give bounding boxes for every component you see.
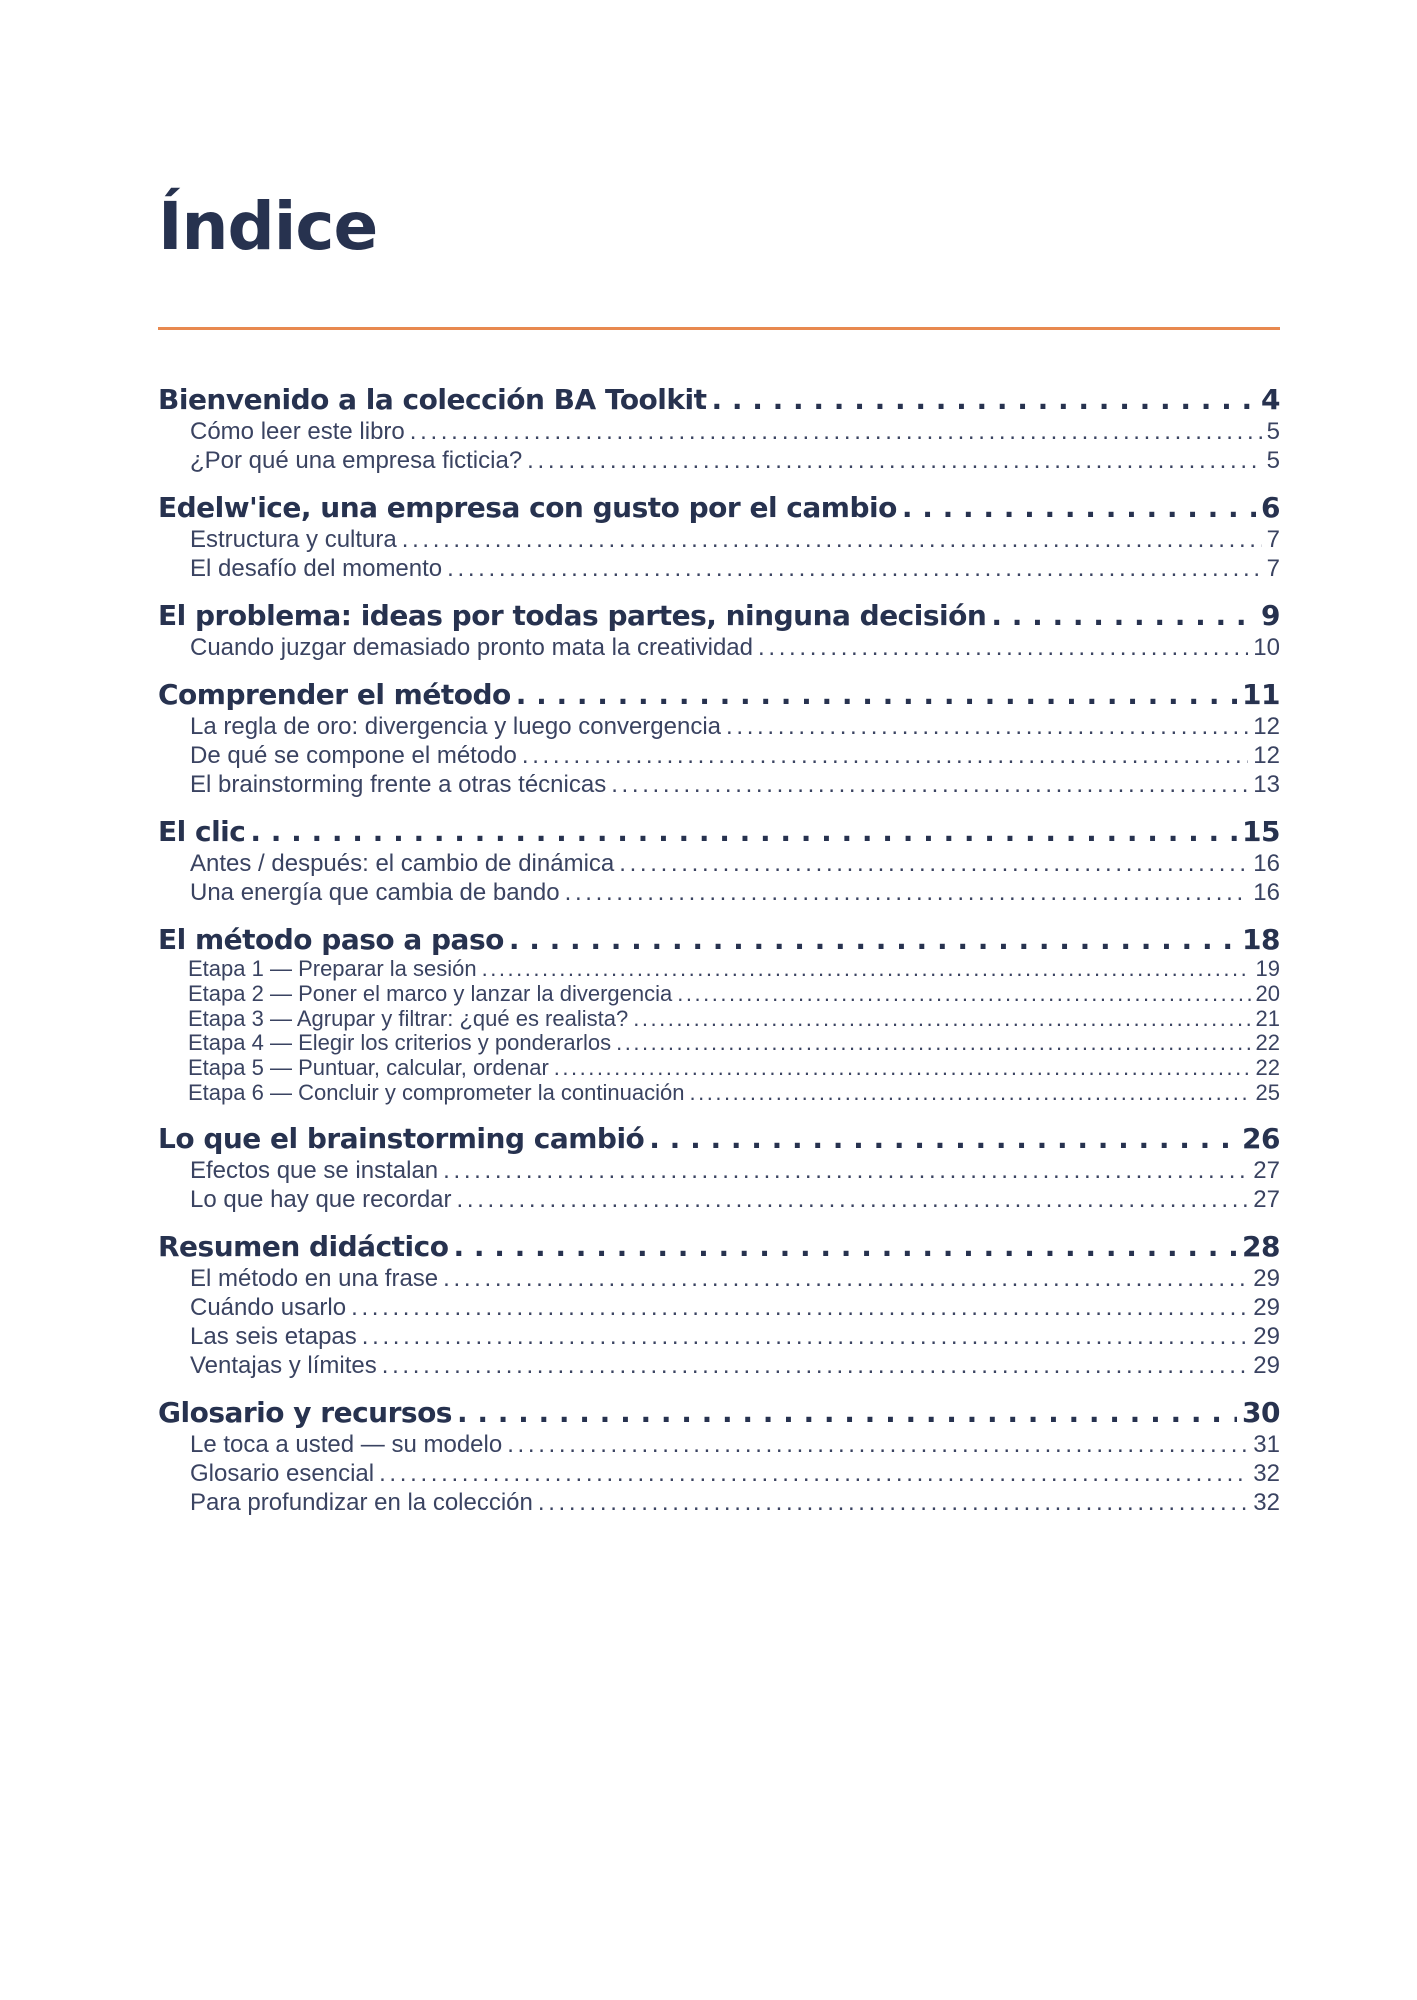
dot-leader bbox=[410, 417, 1262, 446]
toc-chapter-entry[interactable] bbox=[158, 1230, 1280, 1264]
toc-subsection-entry[interactable] bbox=[190, 525, 1280, 554]
dot-leader bbox=[689, 1081, 1250, 1106]
toc-subsection-entry-title: Etapa 4 — Elegir los criterios y ponderarlos bbox=[188, 1031, 612, 1056]
dot-leader bbox=[379, 1459, 1248, 1488]
toc-chapter-entry-title: Resumen didáctico bbox=[158, 1229, 449, 1263]
toc-subsection-entry[interactable] bbox=[190, 1322, 1280, 1351]
toc-subsection-entry[interactable] bbox=[190, 770, 1280, 799]
toc-subsection-entry-page-number: 7 bbox=[1266, 526, 1280, 553]
table-of-contents bbox=[158, 383, 1280, 1533]
toc-subsection-entry[interactable] bbox=[190, 1459, 1280, 1488]
toc-subsection-entry[interactable] bbox=[190, 446, 1280, 475]
toc-chapter-entry-page-number: 15 bbox=[1242, 815, 1280, 848]
title-divider bbox=[158, 327, 1280, 330]
toc-subsection-entry-title: De qué se compone el método bbox=[190, 742, 517, 769]
toc-chapter-entry-title: Glosario y recursos bbox=[158, 1395, 452, 1429]
toc-subsection-entry-title: Etapa 2 — Poner el marco y lanzar la divergencia bbox=[188, 981, 673, 1006]
toc-chapter-entry[interactable] bbox=[158, 1122, 1280, 1156]
toc-subsection-entry[interactable] bbox=[190, 554, 1280, 583]
dot-leader bbox=[447, 554, 1262, 583]
toc-subsection-entry-page-number: 29 bbox=[1253, 1322, 1280, 1350]
dot-leader bbox=[443, 1156, 1248, 1185]
toc-subsection-entry[interactable] bbox=[190, 741, 1280, 770]
toc-subsection-entry-title: Cuándo usarlo bbox=[190, 1293, 347, 1321]
toc-section bbox=[158, 1230, 1280, 1380]
toc-subsection-entry-page-number: 20 bbox=[1255, 981, 1280, 1006]
toc-subsection-entry[interactable] bbox=[190, 1293, 1280, 1322]
toc-subsection-entry-title: El método en una frase bbox=[190, 1264, 439, 1292]
toc-chapter-entry-page-number: 11 bbox=[1242, 678, 1280, 711]
dot-leader bbox=[454, 1230, 1238, 1264]
toc-subsection-entry[interactable] bbox=[188, 982, 1280, 1007]
toc-subsection-entry[interactable] bbox=[188, 957, 1280, 982]
toc-subsection-entry-title: Las seis etapas bbox=[190, 1322, 357, 1350]
dot-leader bbox=[457, 1396, 1237, 1430]
toc-subsection-entry-page-number: 7 bbox=[1266, 555, 1280, 582]
toc-subsection-entry[interactable] bbox=[190, 1351, 1280, 1380]
toc-subsection-entry-page-number: 29 bbox=[1253, 1351, 1280, 1379]
toc-subsection-entry-title: La regla de oro: divergencia y luego convergencia bbox=[190, 713, 722, 740]
toc-subsection-entry-title: Glosario esencial bbox=[190, 1459, 375, 1487]
toc-chapter-entry[interactable] bbox=[158, 383, 1280, 417]
toc-subsection-entry-page-number: 31 bbox=[1253, 1430, 1280, 1458]
toc-section bbox=[158, 491, 1280, 583]
toc-subsection-entry-page-number: 27 bbox=[1253, 1156, 1280, 1184]
toc-section bbox=[158, 923, 1280, 1106]
dot-leader bbox=[457, 1185, 1249, 1214]
toc-chapter-entry[interactable] bbox=[158, 1396, 1280, 1430]
toc-section bbox=[158, 1396, 1280, 1517]
dot-leader bbox=[611, 770, 1248, 799]
toc-subsection-entry-page-number: 12 bbox=[1253, 713, 1280, 740]
dot-leader bbox=[527, 446, 1261, 475]
toc-subsection-entry-title: Efectos que se instalan bbox=[190, 1156, 439, 1184]
toc-chapter-entry-title: Bienvenido a la colección BA Toolkit bbox=[158, 383, 707, 416]
toc-subsection-entry[interactable] bbox=[190, 1488, 1280, 1517]
toc-subsection-entry[interactable] bbox=[188, 1031, 1280, 1056]
toc-subsection-entry-title: Cómo leer este libro bbox=[190, 418, 405, 445]
toc-subsection-entry[interactable] bbox=[190, 878, 1280, 907]
toc-chapter-entry-page-number: 4 bbox=[1261, 383, 1280, 416]
toc-subsection-entry-page-number: 16 bbox=[1253, 879, 1280, 906]
toc-subsection-entry-title: Antes / después: el cambio de dinámica bbox=[190, 850, 615, 877]
dot-leader bbox=[509, 923, 1237, 957]
toc-subsection-entry-page-number: 29 bbox=[1253, 1264, 1280, 1292]
toc-subsection-entry-page-number: 22 bbox=[1255, 1031, 1280, 1056]
toc-subsection-entry-title: Estructura y cultura bbox=[190, 526, 397, 553]
toc-chapter-entry[interactable] bbox=[158, 599, 1280, 633]
toc-subsection-entry-title: Lo que hay que recordar bbox=[190, 1185, 452, 1213]
toc-chapter-entry-page-number: 28 bbox=[1242, 1229, 1280, 1263]
dot-leader bbox=[633, 1007, 1250, 1032]
dot-leader bbox=[712, 383, 1257, 417]
toc-subsection-entry[interactable] bbox=[190, 1185, 1280, 1214]
dot-leader bbox=[902, 491, 1256, 525]
toc-subsection-entry[interactable] bbox=[188, 1056, 1280, 1081]
dot-leader bbox=[991, 599, 1256, 633]
toc-subsection-entry-page-number: 32 bbox=[1253, 1488, 1280, 1516]
toc-subsection-entry-page-number: 25 bbox=[1255, 1080, 1280, 1105]
toc-subsection-entry-title: Le toca a usted — su modelo bbox=[190, 1430, 503, 1458]
toc-chapter-entry-title: El método paso a paso bbox=[158, 923, 504, 956]
toc-subsection-entry[interactable] bbox=[190, 1430, 1280, 1459]
dot-leader bbox=[516, 678, 1237, 712]
toc-subsection-entry-page-number: 29 bbox=[1253, 1293, 1280, 1321]
toc-subsection-entry-title: ¿Por qué una empresa ficticia? bbox=[190, 447, 523, 474]
toc-subsection-entry-page-number: 12 bbox=[1253, 742, 1280, 769]
dot-leader bbox=[565, 878, 1249, 907]
dot-leader bbox=[250, 815, 1237, 849]
dot-leader bbox=[726, 712, 1248, 741]
toc-chapter-entry-title: Lo que el brainstorming cambió bbox=[158, 1121, 645, 1155]
toc-subsection-entry[interactable] bbox=[190, 417, 1280, 446]
toc-subsection-entry-title: Etapa 5 — Puntuar, calcular, ordenar bbox=[188, 1056, 549, 1081]
page-title: Índice bbox=[158, 188, 378, 265]
toc-subsection-entry-page-number: 16 bbox=[1253, 850, 1280, 877]
toc-subsection-entry-page-number: 32 bbox=[1253, 1459, 1280, 1487]
toc-subsection-entry-title: Etapa 3 — Agrupar y filtrar: ¿qué es realista? bbox=[188, 1006, 629, 1031]
toc-chapter-entry-page-number: 6 bbox=[1261, 491, 1280, 524]
dot-leader bbox=[677, 982, 1250, 1007]
toc-subsection-entry[interactable] bbox=[188, 1081, 1280, 1106]
dot-leader bbox=[649, 1122, 1237, 1156]
dot-leader bbox=[443, 1264, 1248, 1293]
toc-chapter-entry[interactable] bbox=[158, 678, 1280, 712]
toc-section bbox=[158, 1122, 1280, 1214]
toc-subsection-entry[interactable] bbox=[190, 712, 1280, 741]
dot-leader bbox=[402, 525, 1262, 554]
dot-leader bbox=[482, 957, 1251, 982]
toc-chapter-entry-page-number: 26 bbox=[1242, 1121, 1280, 1155]
toc-chapter-entry-page-number: 9 bbox=[1261, 599, 1280, 632]
toc-subsection-entry[interactable] bbox=[190, 1156, 1280, 1185]
toc-chapter-entry[interactable] bbox=[158, 815, 1280, 849]
dot-leader bbox=[616, 1031, 1250, 1056]
toc-subsection-entry[interactable] bbox=[190, 633, 1280, 662]
toc-section bbox=[158, 815, 1280, 907]
toc-subsection-entry-page-number: 5 bbox=[1266, 418, 1280, 445]
toc-subsection-entry-page-number: 22 bbox=[1255, 1056, 1280, 1081]
toc-chapter-entry-title: El clic bbox=[158, 815, 246, 848]
toc-subsection-entry-title: Etapa 1 — Preparar la sesión bbox=[188, 957, 477, 981]
toc-subsection-entry[interactable] bbox=[190, 849, 1280, 878]
toc-subsection-entry-title: El brainstorming frente a otras técnicas bbox=[190, 771, 607, 798]
toc-chapter-entry-page-number: 18 bbox=[1242, 923, 1280, 956]
dot-leader bbox=[538, 1488, 1248, 1517]
toc-chapter-entry-title: El problema: ideas por todas partes, ninguna decisión bbox=[158, 599, 987, 632]
toc-subsection-entry-page-number: 13 bbox=[1253, 771, 1280, 798]
dot-leader bbox=[362, 1322, 1249, 1351]
dot-leader bbox=[351, 1293, 1248, 1322]
toc-subsection-entry-page-number: 5 bbox=[1266, 447, 1280, 474]
toc-subsection-entry-page-number: 10 bbox=[1253, 634, 1280, 661]
toc-chapter-entry[interactable] bbox=[158, 491, 1280, 525]
toc-section bbox=[158, 678, 1280, 799]
toc-section bbox=[158, 599, 1280, 662]
dot-leader bbox=[507, 1430, 1248, 1459]
toc-chapter-entry-page-number: 30 bbox=[1242, 1395, 1280, 1429]
toc-section bbox=[158, 383, 1280, 475]
dot-leader bbox=[382, 1351, 1249, 1380]
dot-leader bbox=[522, 741, 1248, 770]
toc-chapter-entry-title: Comprender el método bbox=[158, 678, 511, 711]
toc-subsection-entry-title: Ventajas y límites bbox=[190, 1351, 377, 1379]
toc-subsection-entry[interactable] bbox=[190, 1264, 1280, 1293]
dot-leader bbox=[554, 1056, 1251, 1081]
toc-subsection-entry-title: Para profundizar en la colección bbox=[190, 1488, 533, 1516]
toc-subsection-entry-title: Una energía que cambia de bando bbox=[190, 879, 560, 906]
toc-subsection-entry-page-number: 27 bbox=[1253, 1185, 1280, 1213]
toc-chapter-entry-title: Edelw'ice, una empresa con gusto por el cambio bbox=[158, 491, 897, 524]
toc-subsection-entry-title: El desafío del momento bbox=[190, 555, 443, 582]
toc-subsection-entry[interactable] bbox=[188, 1007, 1280, 1032]
toc-subsection-entry-page-number: 19 bbox=[1255, 957, 1280, 981]
toc-chapter-entry[interactable] bbox=[158, 923, 1280, 957]
toc-subsection-entry-title: Cuando juzgar demasiado pronto mata la creatividad bbox=[190, 634, 754, 661]
dot-leader bbox=[758, 633, 1248, 662]
dot-leader bbox=[619, 849, 1248, 878]
toc-subsection-entry-page-number: 21 bbox=[1255, 1006, 1280, 1031]
toc-subsection-entry-title: Etapa 6 — Concluir y comprometer la continuación bbox=[188, 1080, 685, 1105]
